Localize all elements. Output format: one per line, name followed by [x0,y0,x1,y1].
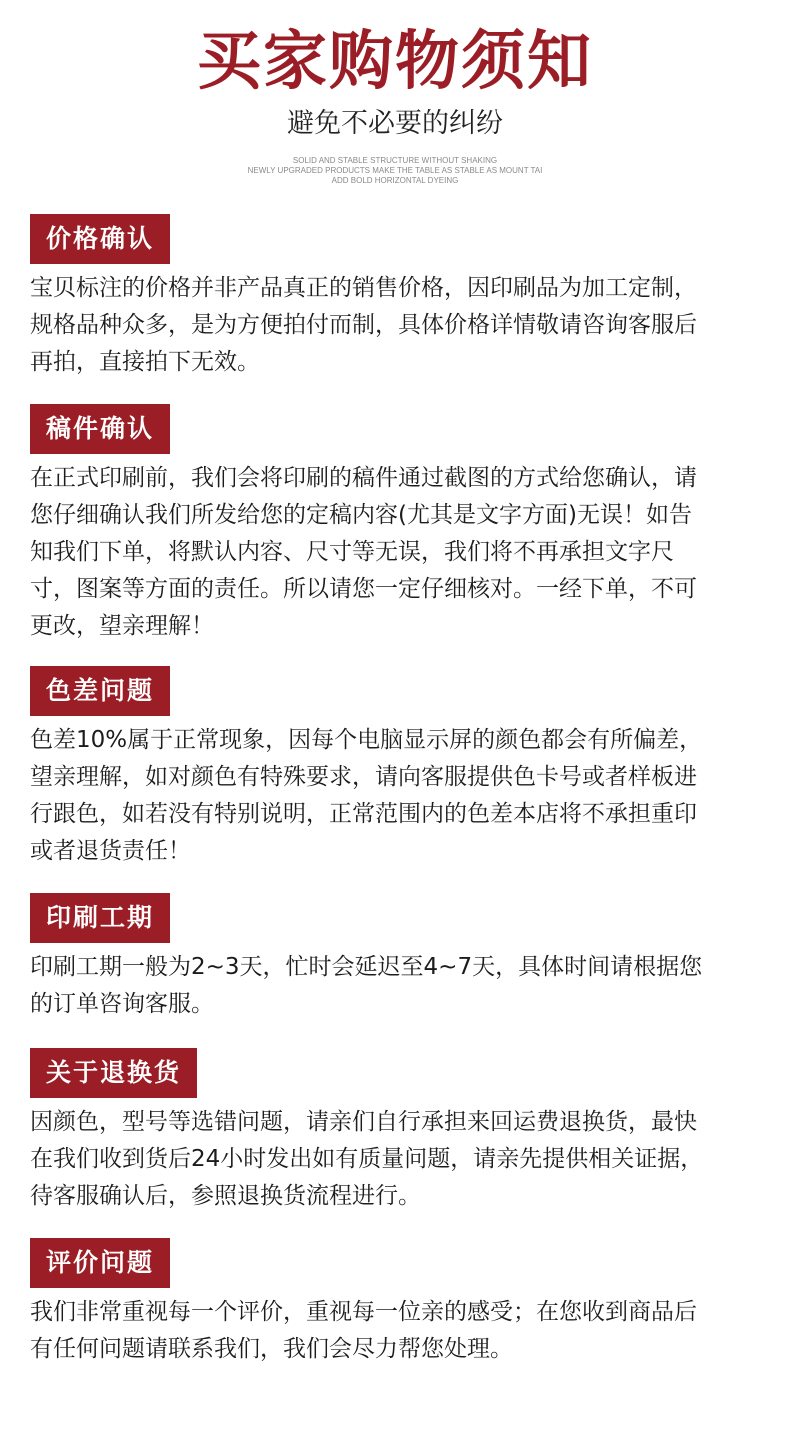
section-print-period [30,893,762,1023]
section-color-difference [30,666,762,870]
section-text [30,1104,762,1215]
page-subtitle: 避免不必要的纠纷 [287,108,503,139]
section-price-confirm [30,214,762,381]
section-tag: 色差问题 [30,666,170,716]
text-line: 的订单咨询客服。 [30,991,214,1017]
section-draft-confirm [30,404,762,645]
section-tag: 印刷工期 [30,893,170,943]
text-line: 我们非常重视每一个评价，重视每一位亲的感受；在您收到商品后 [30,1299,697,1325]
text-line: 宝贝标注的价格并非产品真正的销售价格，因印刷品为加工定制， [30,275,697,301]
english-tagline [0,156,790,186]
section-tag: 稿件确认 [30,404,170,454]
section-text [30,1294,762,1368]
text-line: 色差10%属于正常现象，因每个电脑显示屏的颜色都会有所偏差， [30,727,703,753]
section-text [30,949,762,1023]
text-line: 更改，望亲理解！ [30,613,214,639]
text-line: 望亲理解，如对颜色有特殊要求，请向客服提供色卡号或者样板进 [30,764,697,790]
text-line: 在我们收到货后24小时发出如有质量问题，请亲先提供相关证据， [30,1146,704,1172]
english-line: SOLID AND STABLE STRUCTURE WITHOUT SHAKING [292,156,498,165]
section-tag: 价格确认 [30,214,170,264]
text-line: 或者退货责任！ [30,838,191,864]
text-line: 在正式印刷前，我们会将印刷的稿件通过截图的方式给您确认，请 [30,465,697,491]
section-text [30,722,762,870]
text-line: 您仔细确认我们所发给您的定稿内容(尤其是文字方面)无误！如告 [30,502,692,528]
section-text [30,460,762,645]
text-line: 再拍，直接拍下无效。 [30,349,260,375]
text-line: 寸，图案等方面的责任。所以请您一定仔细核对。一经下单，不可 [30,576,697,602]
text-line: 印刷工期一般为2~3天，忙时会延迟至4~7天，具体时间请根据您 [30,954,703,980]
text-line: 知我们下单，将默认内容、尺寸等无误，我们将不再承担文字尺 [30,539,674,565]
section-tag: 关于退换货 [30,1048,197,1098]
text-line: 行跟色，如若没有特别说明，正常范围内的色差本店将不承担重印 [30,801,697,827]
section-reviews [30,1238,762,1368]
page-title: 买家购物须知 [197,25,593,99]
section-tag: 评价问题 [30,1238,170,1288]
section-text [30,270,762,381]
english-line: ADD BOLD HORIZONTAL DYEING [331,176,459,185]
text-line: 规格品种众多，是为方便拍付而制，具体价格详情敬请咨询客服后 [30,312,697,338]
text-line: 待客服确认后，参照退换货流程进行。 [30,1183,421,1209]
text-line: 因颜色，型号等选错问题，请亲们自行承担来回运费退换货，最快 [30,1109,697,1135]
text-line: 有任何问题请联系我们，我们会尽力帮您处理。 [30,1336,513,1362]
section-returns [30,1048,762,1215]
english-line: NEWLY UPGRADED PRODUCTS MAKE THE TABLE AS STABLE AS MOUNT TAI [247,166,543,175]
